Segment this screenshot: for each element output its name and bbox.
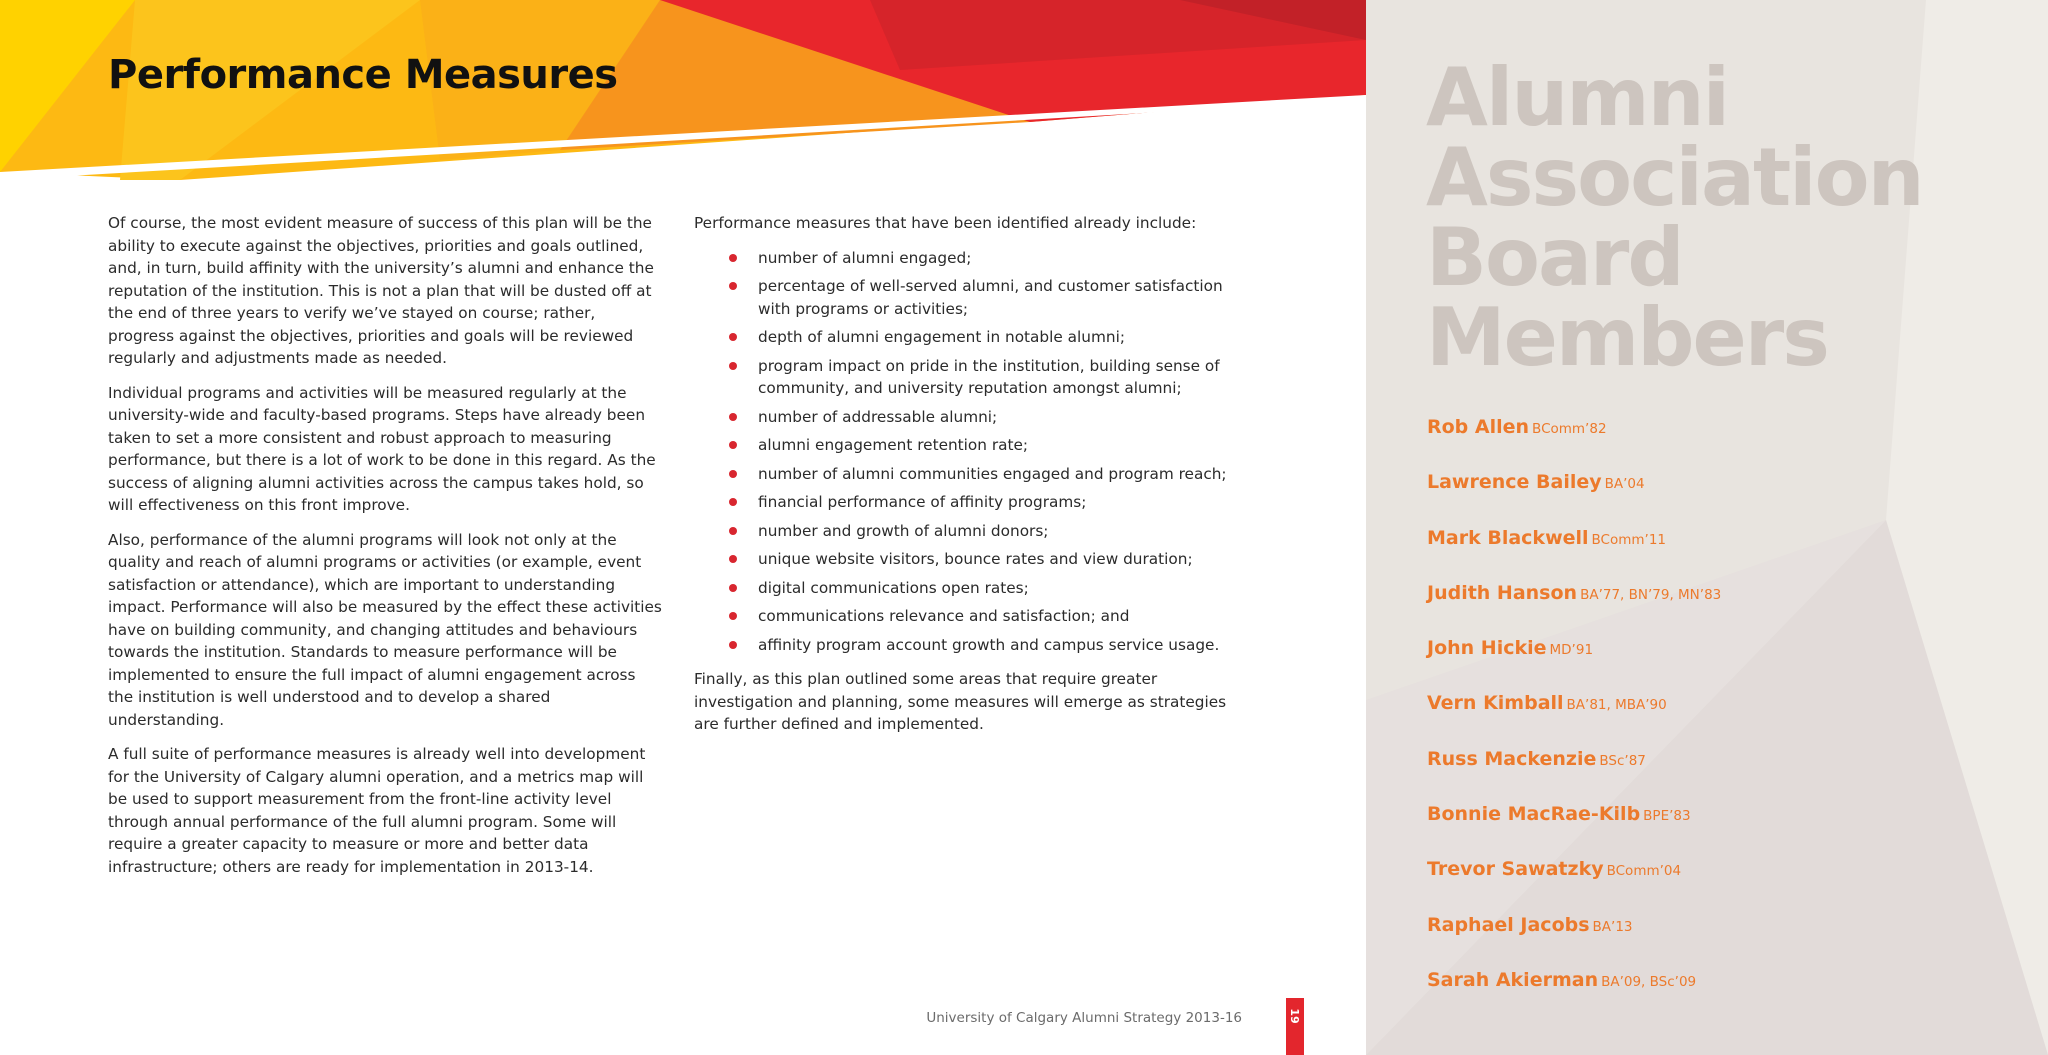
member-degree: BA’13 <box>1592 918 1633 935</box>
list-item <box>694 605 1254 628</box>
bullet-icon <box>729 527 737 535</box>
member-name: Mark Blackwell <box>1427 526 1589 549</box>
right-column <box>694 212 1254 748</box>
list-item <box>694 548 1254 571</box>
list-item <box>694 463 1254 486</box>
list-item-text: number of addressable alumni; <box>758 407 998 426</box>
member-degree: BComm’11 <box>1591 531 1667 548</box>
member-entry <box>1427 637 1721 692</box>
bullet-icon <box>729 612 737 620</box>
list-item-text: communications relevance and satisfaction; and <box>758 607 1130 625</box>
bullet-icon <box>729 413 737 421</box>
member-degree: BA’81, MBA’90 <box>1566 697 1667 714</box>
measures-closing: Finally, as this plan outlined some areas that require greater investigation and planning, some measures will emerge as strategies are further defined and implemented. <box>694 670 1227 733</box>
list-item <box>694 491 1254 514</box>
member-entry <box>1427 748 1721 803</box>
list-item-text: unique website visitors, bounce rates and view duration; <box>758 550 1193 568</box>
bullet-icon <box>729 641 737 649</box>
member-entry <box>1427 803 1721 858</box>
list-item-text: percentage of well-served alumni, and customer satisfaction with programs or activities; <box>758 277 1223 318</box>
member-name: Judith Hanson <box>1427 581 1578 604</box>
member-name: Bonnie MacRae-Kilb <box>1427 803 1641 826</box>
list-item <box>694 577 1254 600</box>
measures-intro: Performance measures that have been identified already include: <box>694 214 1197 232</box>
members-list <box>1427 416 1721 1024</box>
member-name: Vern Kimball <box>1427 692 1564 715</box>
list-item-text: number of alumni communities engaged and program reach; <box>758 464 1227 483</box>
member-degree: BSc’87 <box>1599 752 1646 769</box>
list-item-text: digital communications open rates; <box>758 578 1029 597</box>
bullet-icon <box>729 282 737 290</box>
list-item <box>694 406 1254 429</box>
member-degree: BComm’82 <box>1532 421 1607 437</box>
member-degree: MD’91 <box>1549 642 1594 659</box>
member-degree: BA’77, BN’79, MN’83 <box>1580 586 1722 603</box>
board-members-panel <box>1366 0 2048 1055</box>
member-degree: BA’09, BSc’09 <box>1601 973 1697 990</box>
paragraph: A full suite of performance measures is already well into development for the University of Calgary alumni operation, and a metrics map will be used to support measurement from the front-line activity level through annual performance of the full alumni program. Some will require a greater capacity to measure or more and better data infrastructure; others are ready for implementation in 2013-14. <box>108 745 646 876</box>
sidebar-heading <box>1426 51 1923 384</box>
list-item <box>694 355 1254 400</box>
member-degree: BComm’04 <box>1606 863 1682 880</box>
bullet-icon <box>729 254 737 262</box>
bullet-icon <box>729 470 737 478</box>
list-item-text: financial performance of affinity programs; <box>758 493 1087 511</box>
heading-line: Members <box>1426 291 1828 384</box>
paragraph: Individual programs and activities will be measured regularly at the university-wide and faculty-based programs. Steps have already been taken to set a more consistent and robust approach to measuring performance, but there is a lot of work to be done in this regard. As the success of aligning alumni activities across the campus takes hold, so will effectiveness on this front improve. <box>108 383 656 514</box>
member-name: Raphael Jacobs <box>1427 913 1590 936</box>
list-item <box>694 326 1254 349</box>
heading-line: Association <box>1426 131 1923 224</box>
measures-list <box>694 247 1254 657</box>
heading-line: Board <box>1426 211 1683 304</box>
page-title: Performance Measures <box>108 52 618 98</box>
member-entry <box>1427 858 1721 913</box>
list-item <box>694 520 1254 543</box>
member-name: Rob Allen <box>1427 416 1530 438</box>
member-name: Russ Mackenzie <box>1427 747 1597 770</box>
bullet-icon <box>729 333 737 341</box>
bullet-icon <box>729 362 737 370</box>
list-item <box>694 634 1254 657</box>
member-name: Sarah Akierman <box>1427 968 1599 991</box>
page-number: 19 <box>1288 1008 1302 1024</box>
bullet-icon <box>729 498 737 506</box>
list-item-text: number and growth of alumni donors; <box>758 521 1049 540</box>
member-degree: BA’04 <box>1604 476 1645 493</box>
bullet-icon <box>729 555 737 563</box>
member-name: Lawrence Bailey <box>1427 471 1602 494</box>
member-entry <box>1427 471 1721 526</box>
member-degree: BPE’83 <box>1643 808 1691 825</box>
list-item <box>694 275 1254 320</box>
list-item <box>694 434 1254 457</box>
list-item-text: depth of alumni engagement in notable alumni; <box>758 328 1125 346</box>
heading-line: Alumni <box>1426 51 1729 144</box>
list-item-text: program impact on pride in the institution, building sense of community, and university reputation amongst alumni; <box>758 356 1220 397</box>
list-item <box>694 247 1254 270</box>
list-item-text: number of alumni engaged; <box>758 248 972 267</box>
member-name: Trevor Sawatzky <box>1427 858 1604 881</box>
member-entry <box>1427 969 1721 1024</box>
paragraph: Also, performance of the alumni programs will look not only at the quality and reach of alumni programs or activities (or example, event satisfaction or attendance), which are important to understanding impact. Performance will also be measured by the effect these activities have on building community, and changing attitudes and behaviours towards the institution. Standards to measure performance will be implemented to ensure the full impact of alumni engagement across the institution is well understood and to develop a shared understanding. <box>108 530 662 729</box>
member-entry <box>1427 416 1721 471</box>
bullet-icon <box>729 584 737 592</box>
member-entry <box>1427 914 1721 969</box>
left-column <box>108 212 663 890</box>
footer-text: University of Calgary Alumni Strategy 2013-16 <box>926 1010 1242 1026</box>
member-name: John Hickie <box>1427 637 1547 660</box>
list-item-text: affinity program account growth and campus service usage. <box>758 635 1220 654</box>
member-entry <box>1427 692 1721 747</box>
member-entry <box>1427 527 1721 582</box>
list-item-text: alumni engagement retention rate; <box>758 436 1029 454</box>
bullet-icon <box>729 441 737 449</box>
paragraph: Of course, the most evident measure of success of this plan will be the ability to execute against the objectives, priorities and goals outlined, and, in turn, build affinity with the university’s alumni and enhance the reputation of the institution. This is not a plan that will be dusted off at the end of three years to verify we’ve stayed on course; rather, progress against the objectives, priorities and goals will be reviewed regularly and adjustments made as needed. <box>108 214 654 367</box>
member-entry <box>1427 582 1721 637</box>
